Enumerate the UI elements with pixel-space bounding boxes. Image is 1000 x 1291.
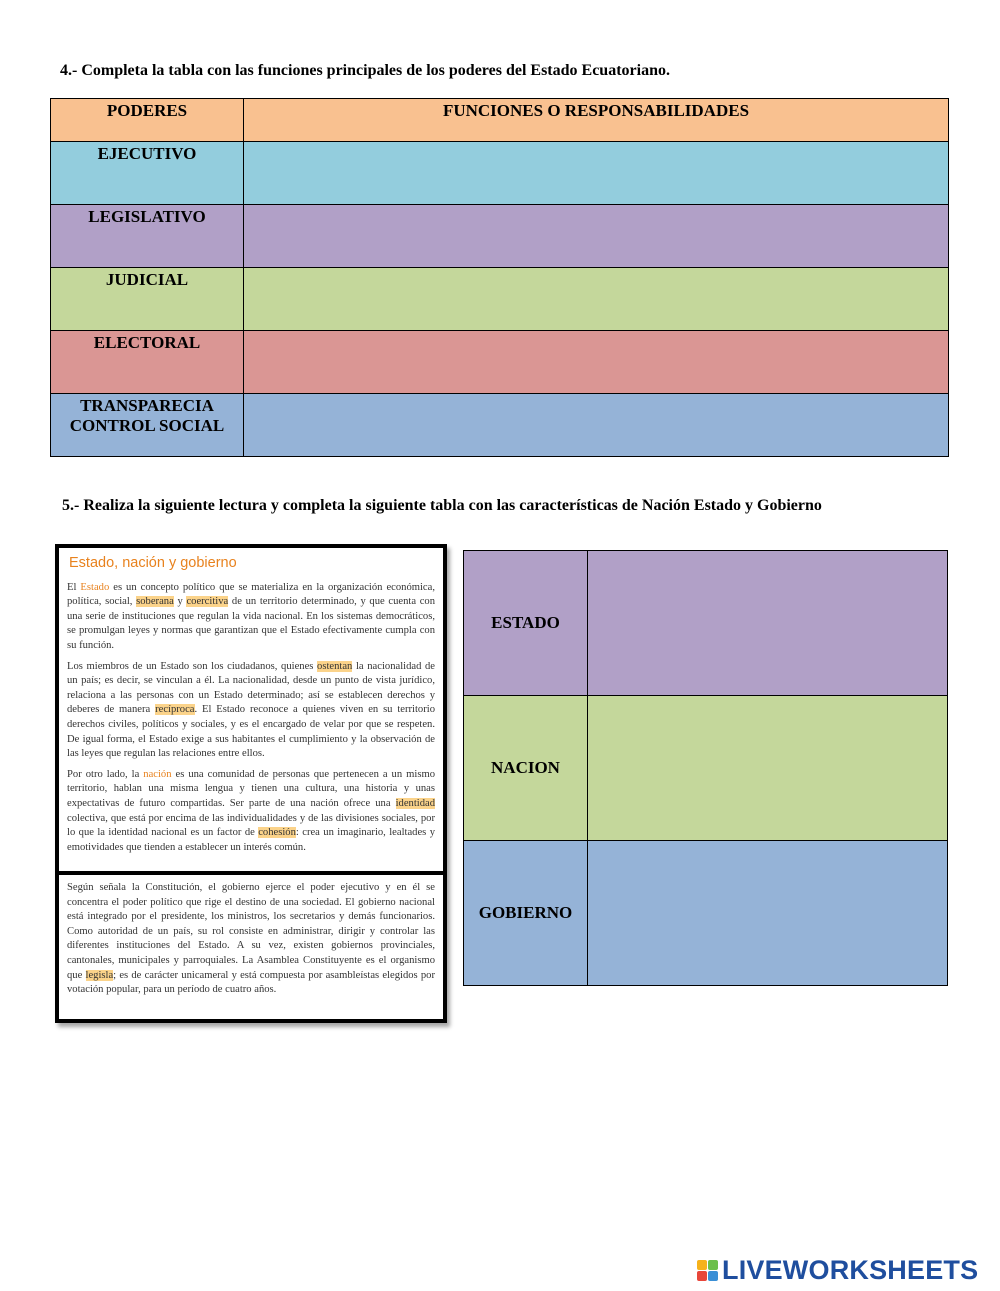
answer-cell-judicial[interactable] (244, 268, 949, 331)
question-4-instruction: 4.- Completa la tabla con las funciones principales de los poderes del Estado Ecuatoriano. (60, 62, 670, 79)
answer-cell-ejecutivo[interactable] (244, 142, 949, 205)
question-5-instruction: 5.- Realiza la siguiente lectura y completa la siguiente tabla con las características de Nación Estado y Gobierno (62, 497, 822, 514)
reading-paragraph: Según señala la Constitución, el gobierno ejerce el poder ejecutivo y en él se concentra el poder político que rige el destino de una sociedad. El gobierno nacional está integrado por el presidente, los ministros, los secretarios y demás funcionarios. Como autoridad de un país, su rol consiste en administrar, dirigir y controlar las diferentes instituciones del Estado. A su vez, existen gobiernos provinciales, cantonales, municipales y parroquiales. La Asamblea Constituyente es el organismo que legisla; es de carácter unicameral y está compuesta por asambleístas elegidos por votación popular, para un período de cuatro años. (67, 882, 435, 996)
table-row (51, 394, 949, 457)
power-label-legislativo: LEGISLATIVO (51, 205, 244, 268)
table-row (464, 841, 948, 986)
label-gobierno: GOBIERNO (464, 841, 588, 986)
power-label-electoral: ELECTORAL (51, 331, 244, 394)
table-row (51, 205, 949, 268)
label-line-2: CONTROL SOCIAL (69, 416, 225, 435)
table-row (464, 696, 948, 841)
table-header-row (51, 99, 949, 142)
liveworksheets-logo (697, 1255, 978, 1285)
power-label-ejecutivo: EJECUTIVO (51, 142, 244, 205)
reading-box-bottom (55, 875, 447, 1023)
reading-box-top (55, 544, 447, 875)
logo-text: LIVEWORKSHEETS (722, 1254, 979, 1285)
answer-cell-transparencia[interactable] (244, 394, 949, 457)
label-estado: ESTADO (464, 551, 588, 696)
power-label-judicial: JUDICIAL (51, 268, 244, 331)
answer-cell-nacion[interactable] (588, 696, 948, 841)
table-row (51, 268, 949, 331)
reading-paragraph: Los miembros de un Estado son los ciudadanos, quienes ostentan la nacionalidad de un país; es decir, se vinculan a él. La nacionalidad, desde un punto de vista jurídico, relaciona a las personas con un Estado determinado; así se establecen derechos y deberes de manera recíproca. El Estado reconoce a quienes viven en su territorio derechos civiles, políticos y sociales, y es el encargado de velar por que se respeten. De igual forma, el Estado exige a sus habitantes el cumplimiento y la observación de las leyes que regulan las relaciones entre ellos. (67, 660, 435, 760)
table-row (51, 142, 949, 205)
header-poderes: PODERES (51, 99, 244, 142)
label-nacion: NACION (464, 696, 588, 841)
reading-title: Estado, nación y gobierno (69, 555, 237, 571)
table-row (464, 551, 948, 696)
characteristics-table (463, 550, 948, 986)
table-row (51, 331, 949, 394)
reading-passage (55, 544, 447, 1023)
answer-cell-legislativo[interactable] (244, 205, 949, 268)
header-funciones: FUNCIONES O RESPONSABILIDADES (244, 99, 949, 142)
answer-cell-electoral[interactable] (244, 331, 949, 394)
reading-paragraph: Por otro lado, la nación es una comunidad de personas que pertenecen a un mismo territorio, hablan una misma lengua y tienen una cultura, una historia y unas expectativas de futuro compartidas. Ser parte de una nación ofrece una identidad colectiva, que está por encima de las individualidades y de las divisiones sociales, por lo que la identidad nacional es un factor de cohesión: crea un imaginario, lealtades y emotividades que tienden a establecer un interés común. (67, 768, 435, 853)
label-line-1: TRANSPARECIA (80, 396, 214, 415)
powers-table (50, 98, 949, 457)
answer-cell-gobierno[interactable] (588, 841, 948, 986)
answer-cell-estado[interactable] (588, 551, 948, 696)
reading-paragraph: El Estado es un concepto político que se materializa en la organización económica, política, social, soberana y coercitiva de un territorio determinado, y que cuenta con una serie de instituciones que regulan la vida nacional. En los sistemas democráticos, se promulgan leyes y normas que garantizan que el Estado efectivamente cumpla con su función. (67, 581, 436, 651)
power-label-transparencia (51, 394, 244, 457)
liveworksheets-logo-icon (697, 1260, 718, 1281)
